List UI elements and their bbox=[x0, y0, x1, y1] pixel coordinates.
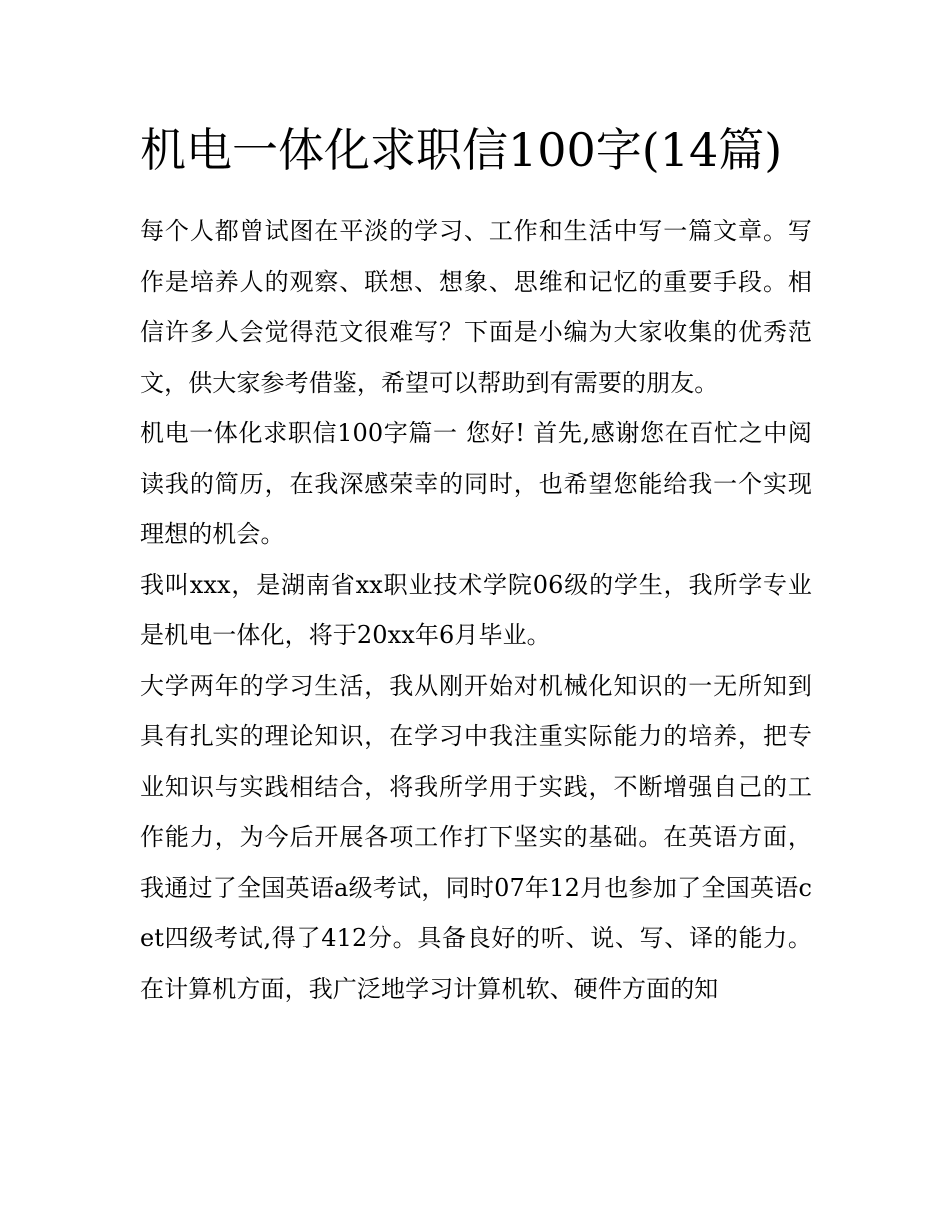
paragraph-intro: 每个人都曾试图在平淡的学习、工作和生活中写一篇文章。写作是培养人的观察、联想、想象、思维和记忆的重要手段。相信许多人会觉得范文很难写？下面是小编为大家收集的优秀范文，供大家参考借鉴，希望可以帮助到有需要的朋友。 bbox=[140, 217, 812, 397]
paragraph-self-introduction: 我叫xxx，是湖南省xx职业技术学院06级的学生，我所学专业是机电一体化，将于20xx年6月毕业。 bbox=[140, 570, 812, 649]
document-page bbox=[140, 112, 812, 1014]
document-title: 机电一体化求职信100字(14篇) bbox=[140, 123, 783, 177]
document-body bbox=[140, 206, 812, 1014]
paragraph-letter-opening: 机电一体化求职信100字篇一 您好! 首先,感谢您在百忙之中阅读我的简历，在我深感荣幸的同时，也希望您能给我一个实现理想的机会。 bbox=[140, 419, 812, 548]
paragraph-study-experience: 大学两年的学习生活，我从刚开始对机械化知识的一无所知到具有扎实的理论知识，在学习中我注重实际能力的培养，把专业知识与实践相结合，将我所学用于实践，不断增强自己的工作能力，为今后开展各项工作打下坚实的基础。在英语方面，我通过了全国英语a级考试，同时07年12月也参加了全国英语cet四级考试,得了412分。具备良好的听、说、写、译的能力。在计算机方面，我广泛地学习计算机软、硬件方面的知 bbox=[140, 671, 812, 1003]
